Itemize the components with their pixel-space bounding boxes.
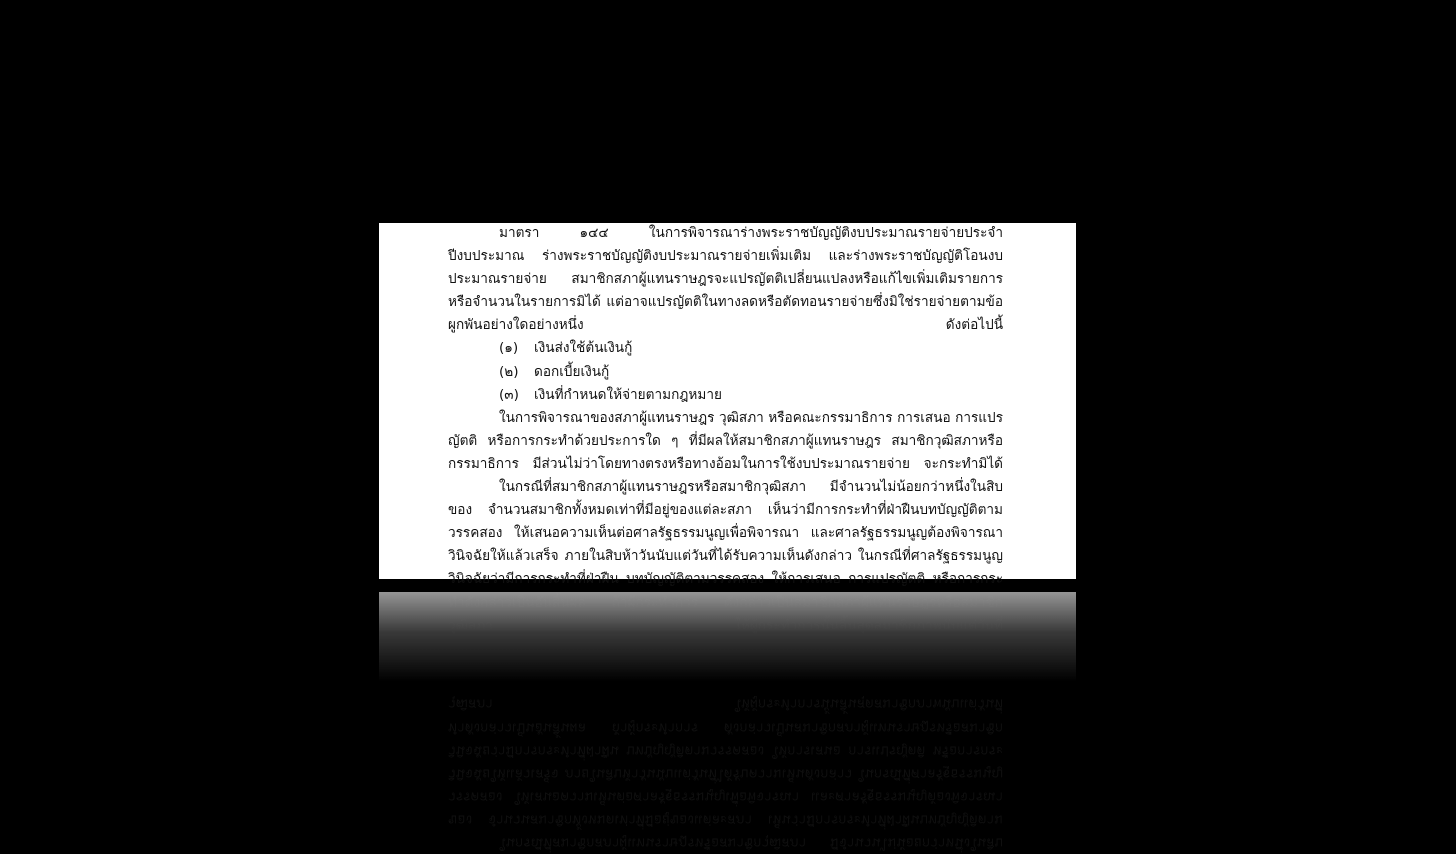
section-paragraph bbox=[448, 222, 1003, 337]
paragraph-two: ในการพิจารณาของสภาผู้แทนราษฎร วุฒิสภา หรือคณะกรรมาธิการ การเสนอ การแปรญัตติ หรือการกระทำด้วยประการใด ๆ ที่มีผลให้สมาชิกสภาผู้แทนราษฎร สมาชิกวุฒิสภาหรือกรรมาธิการ มีส่วนไม่ว่าโดยทางตรงหรือทางอ้อมในการใช้งบประมาณรายจ่าย จะกระทำมิได้ bbox=[448, 409, 1003, 472]
item-text: เงินที่กำหนดให้จ่ายตามกฎหมาย bbox=[534, 386, 722, 403]
item-number: (๒) bbox=[499, 363, 519, 380]
document-body bbox=[448, 222, 1003, 638]
item-text: เงินส่งใช้ต้นเงินกู้ bbox=[534, 340, 633, 357]
item-text: ดอกเบี้ยเงินกู้ bbox=[534, 363, 610, 380]
item-number: (๑) bbox=[499, 340, 519, 357]
document-page bbox=[379, 223, 1076, 588]
list-item bbox=[448, 337, 1003, 360]
list-item bbox=[448, 361, 1003, 384]
section-label: มาตรา bbox=[499, 225, 540, 241]
reflected-paragraph: ในกรณีที่สมาชิกสภาผู้แทนราษฎรหรือสมาชิกวุฒิสภา มีจำนวนไม่น้อยกว่าหนึ่งในสิบของ จำนวนสมาชิกทั้งหมดเท่าที่มีอยู่ของแต่ละสภา เห็นว่ามีการกระทำที่ฝ่าฝืนบทบัญญัติตามวรรคสอง ให้เสนอความเห็นต่อศาลรัฐธรรมนูญเพื่อพิจารณา และศาลรัฐธรรมนูญต้องพิจารณาวินิจฉัยให้แล้วเสร็จ ภายในสิบห้าวันนับแต่วันที่ได้รับความเห็นดังกล่าว ในกรณีที่ศาลรัฐธรรมนูญวินิจฉัยว่ามีการกระทำที่ฝ่าฝืน บทบัญญัติตามวรรคสอง ให้การเสนอ การแปรญัตติ หรือการกระทำดังกล่าวเป็นอันสิ้นผล ถ้าผู้กระทำการ ดังกล่าวเป็นสมาชิกสภาผู้แทนราษฎรหรือสมาชิกวุฒิสภา ให้ผู้กระทำการนั้นสิ้นสุดสมาชิกภาพนับแต่วันที่ bbox=[448, 696, 1003, 851]
list-item bbox=[448, 384, 1003, 407]
section-number: ๑๔๔ bbox=[579, 225, 609, 241]
item-number: (๓) bbox=[499, 386, 519, 403]
reflection-body bbox=[448, 692, 1003, 854]
paragraph-three: ในกรณีที่สมาชิกสภาผู้แทนราษฎรหรือสมาชิกวุฒิสภา มีจำนวนไม่น้อยกว่าหนึ่งในสิบของ จำนวนสมาชิกทั้งหมดเท่าที่มีอยู่ของแต่ละสภา เห็นว่ามีการกระทำที่ฝ่าฝืนบทบัญญัติตามวรรคสอง ให้เสนอความเห็นต่อศาลรัฐธรรมนูญเพื่อพิจารณา และศาลรัฐธรรมนูญต้องพิจารณาวินิจฉัยให้แล้วเสร็จ ภายในสิบห้าวันนับแต่วันที่ได้รับความเห็นดังกล่าว ในกรณีที่ศาลรัฐธรรมนูญวินิจฉัยว่ามีการกระทำที่ฝ่าฝืน บทบัญญัติตามวรรคสอง ให้การเสนอ การแปรญัตติ หรือการกระ bbox=[448, 479, 1003, 588]
section-opening: ในการพิจารณาร่างพระราชบัญญัติงบประมาณรายจ่ายประจำปีงบประมาณ ร่างพระราชบัญญัติงบประมาณรายจ่ายเพิ่มเติม และร่างพระราชบัญญัติโอนงบประมาณรายจ่าย สมาชิกสภาผู้แทนราษฎรจะแปรญัตติเปลี่ยนแปลงหรือแก้ไขเพิ่มเติมรายการหรือจำนวนในรายการมิได้ แต่อาจแปรญัตติในทางลดหรือตัดทอนรายจ่ายซึ่งมิใช่รายจ่ายตามข้อผูกพันอย่างใดอย่างหนึ่ง ดังต่อไปนี้ bbox=[448, 225, 1004, 334]
page-reflection bbox=[379, 592, 1076, 851]
reflection-fade bbox=[379, 592, 1076, 692]
